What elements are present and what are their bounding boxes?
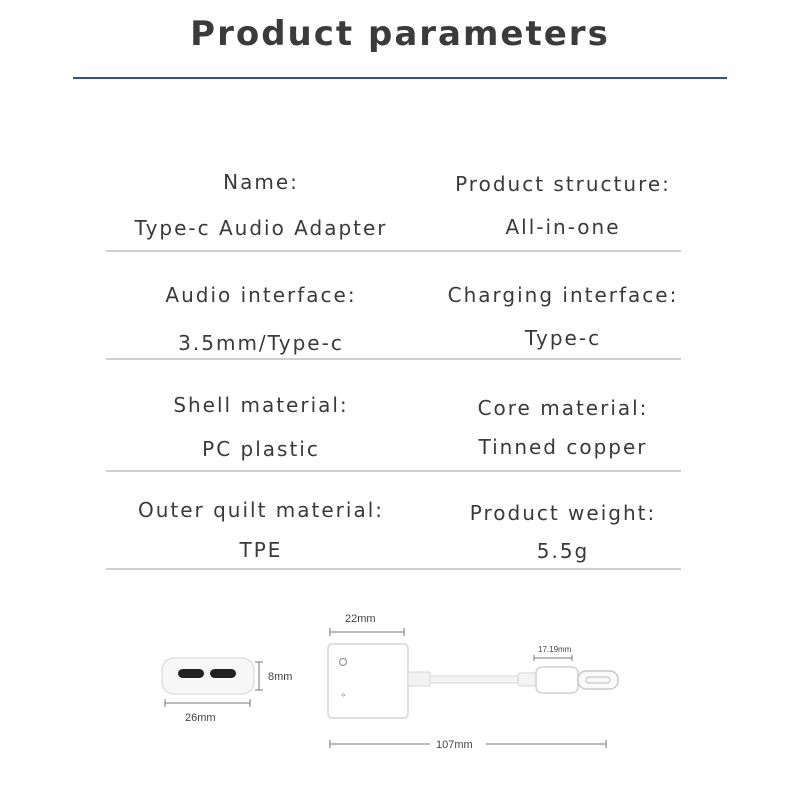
cable: [430, 673, 536, 686]
param-structure-value: All-in-one: [505, 215, 621, 239]
param-charging-label: Charging interface:: [447, 283, 679, 307]
param-row-1: [106, 160, 681, 252]
page-title: Product parameters: [190, 14, 610, 54]
front-width-label: 26mm: [185, 712, 216, 724]
param-weight-label: Product weight:: [469, 501, 657, 525]
param-weight-value: 5.5g: [536, 539, 590, 563]
front-view: [162, 658, 254, 694]
param-core-label: Core material:: [477, 396, 649, 420]
param-row-3: [106, 360, 681, 472]
connector-width-marker: [534, 655, 572, 661]
connector-width-label: 17.19mm: [538, 645, 572, 654]
param-core-value: Tinned copper: [478, 435, 648, 459]
top-width-label: 22mm: [345, 613, 376, 625]
param-name-label: Name:: [223, 170, 299, 194]
title-divider: [73, 77, 727, 79]
param-name-value: Type-c Audio Adapter: [134, 216, 388, 240]
param-charging-value: Type-c: [524, 326, 602, 350]
type-c-plug: [536, 667, 618, 693]
dimension-diagram: [0, 590, 800, 770]
top-width-marker: [330, 628, 404, 636]
param-shell-label: Shell material:: [173, 393, 349, 417]
front-height-label: 8mm: [268, 671, 293, 683]
param-audio-label: Audio interface:: [165, 283, 357, 307]
front-width-marker: [165, 699, 250, 707]
param-structure-label: Product structure:: [455, 172, 671, 196]
param-row-2: [106, 252, 681, 360]
front-height-marker: [255, 662, 263, 690]
param-shell-value: PC plastic: [202, 437, 320, 461]
adapter-body: [328, 644, 430, 718]
param-row-4: [106, 472, 681, 570]
param-outer-value: TPE: [239, 538, 283, 562]
param-audio-value: 3.5mm/Type-c: [178, 331, 344, 355]
total-length-label: 107mm: [436, 739, 473, 751]
param-outer-label: Outer quilt material:: [137, 498, 385, 522]
